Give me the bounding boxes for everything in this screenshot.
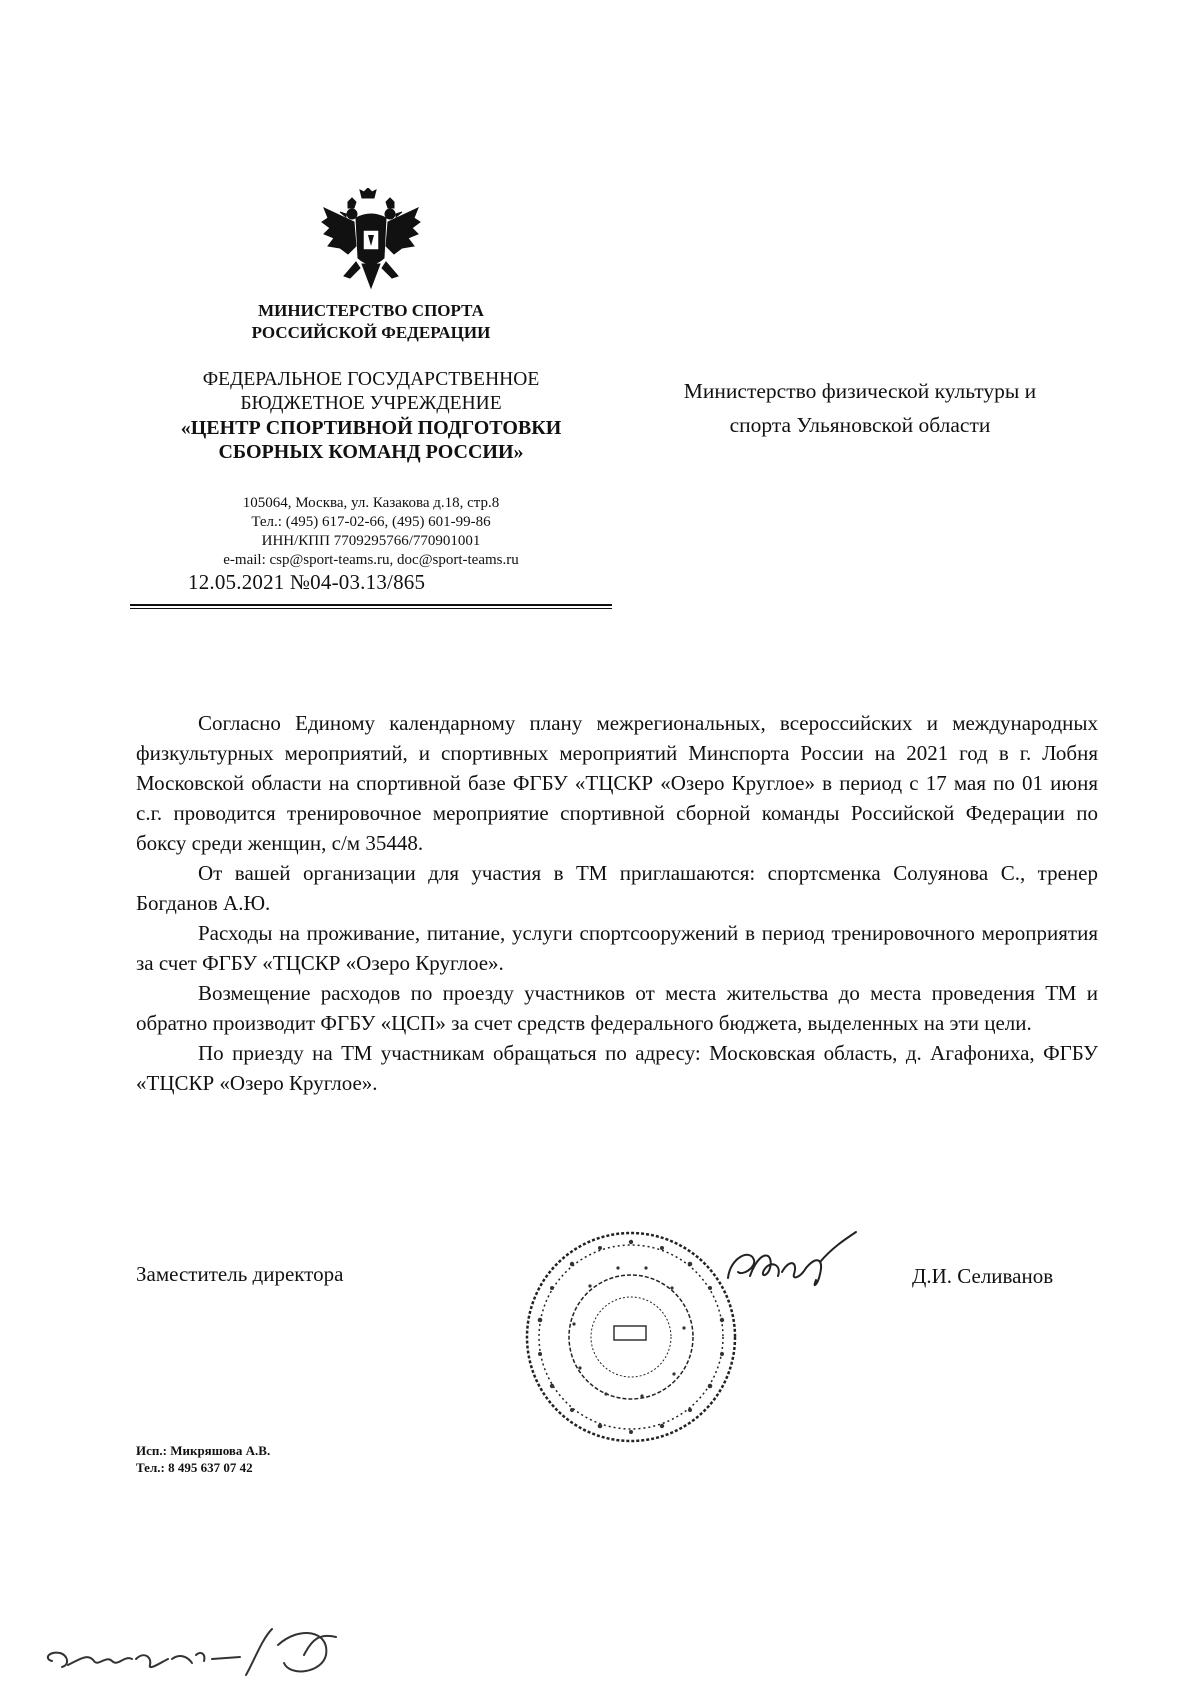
body-paragraph: Расходы на проживание, питание, услуги спортсооружений в период тренировочного мероприятия за счет ФГБУ «ТЦСКР «Озеро Круглое». (136, 921, 1098, 975)
body-paragraph: Возмещение расходов по проезду участников от места жительства до места проведения ТМ и обратно производит ФГБУ «ЦСП» за счет средств федерального бюджета, выделенных на эти цели. (136, 981, 1098, 1035)
ministry-name (160, 300, 582, 344)
registration-number: 12.05.2021 №04-03.13/865 (188, 570, 426, 594)
body-paragraph: По приезду на ТМ участникам обращаться по адресу: Московская область, д. Агафониха, ФГБУ «ТЦСКР «Озеро Круглое». (136, 1041, 1098, 1095)
contact-details (170, 494, 572, 570)
institution-name (130, 368, 612, 464)
executor-name: Исп.: Микряшова А.В. (136, 1443, 271, 1458)
letter-body (136, 708, 1098, 1098)
address: 105064, Москва, ул. Казакова д.18, стр.8 (242, 495, 500, 511)
header-divider (130, 608, 612, 609)
recipient-line: спорта Ульяновской области (729, 413, 991, 437)
email: e-mail: csp@sport-teams.ru, doc@sport-teams.ru (223, 552, 519, 568)
institution-line: ФЕДЕРАЛЬНОЕ ГОСУДАРСТВЕННОЕ (202, 369, 540, 390)
ministry-line: МИНИСТЕРСТВО СПОРТА (258, 301, 484, 320)
round-seal-stamp-icon (522, 1228, 740, 1446)
double-headed-eagle-emblem-icon (318, 188, 424, 300)
handwritten-initials-icon (40, 1615, 360, 1685)
recipient-line: Министерство физической культуры и (683, 379, 1037, 403)
ministry-line: РОССИЙСКОЙ ФЕДЕРАЦИИ (251, 323, 491, 342)
header-divider (130, 604, 612, 606)
institution-line: «ЦЕНТР СПОРТИВНОЙ ПОДГОТОВКИ (180, 417, 562, 439)
institution-line: СБОРНЫХ КОМАНД РОССИИ» (218, 441, 524, 463)
executor-info (136, 1442, 270, 1476)
executor-phone: Тел.: 8 495 637 07 42 (136, 1460, 253, 1475)
signer-name: Д.И. Селиванов (912, 1264, 1054, 1288)
handwritten-signature-icon (720, 1228, 860, 1304)
institution-line: БЮДЖЕТНОЕ УЧРЕЖДЕНИЕ (240, 393, 502, 414)
phone: Тел.: (495) 617-02-66, (495) 601-99-86 (251, 514, 491, 530)
signer-title: Заместитель директора (136, 1262, 344, 1286)
body-paragraph: Согласно Единому календарному плану межрегиональных, всероссийских и международных физкультурных мероприятий, и спортивных мероприятий Минспорта России на 2021 год в г. Лобня Московской области на спортивной базе ФГБУ «ТЦСКР «Озеро Круглое» в период с 17 мая по 01 июня с.г. проводится тренировочное мероприятие спортивной сборной команды Российской Федерации по боксу среди женщин, с/м 35448. (136, 711, 1098, 855)
body-paragraph: От вашей организации для участия в ТМ приглашаются: спортсменка Солуянова С., тренер Богданов А.Ю. (136, 861, 1098, 915)
inn-kpp: ИНН/КПП 7709295766/770901001 (261, 533, 481, 549)
recipient (630, 374, 1090, 442)
